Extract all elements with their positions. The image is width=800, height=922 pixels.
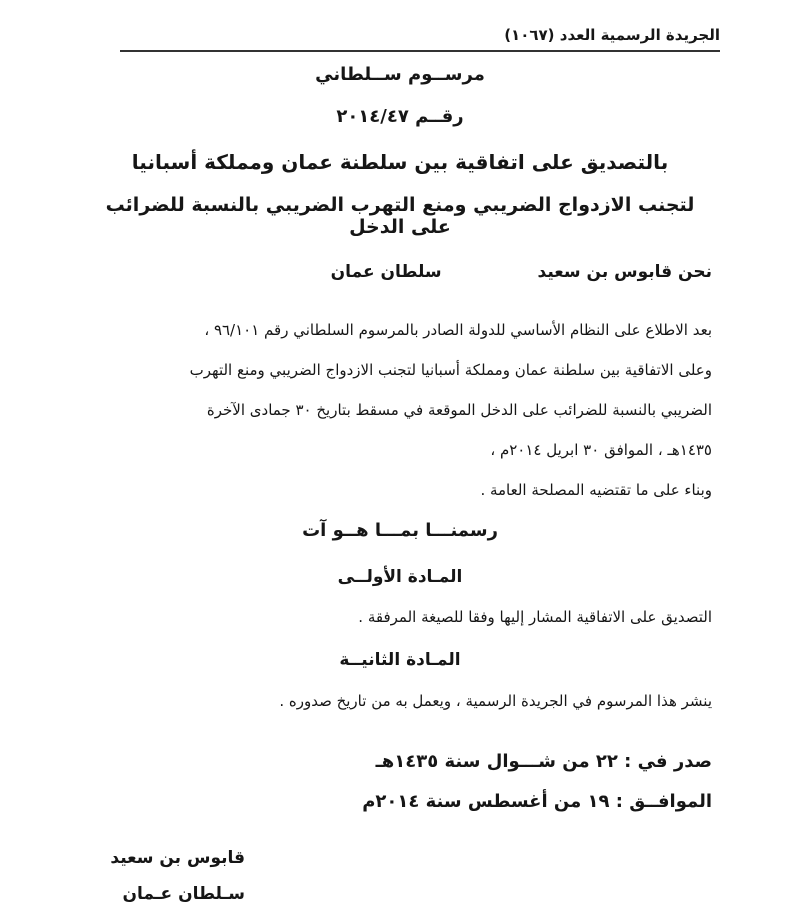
article-1-heading: المـادة الأولــى — [337, 567, 463, 587]
decree-subject-line-2: لتجنب الازدواج الضريبي ومنع التهرب الضريبي بالنسبة للضرائب على الدخل — [105, 194, 695, 238]
preamble-line: ١٤٣٥هـ ، الموافق ٣٠ ابريل ٢٠١٤م ، — [490, 441, 712, 459]
issuer-name: نحن قابوس بن سعيد — [537, 262, 712, 282]
signature-name: قابوس بن سعيد — [110, 848, 245, 868]
issuer-line — [72, 262, 712, 282]
decreed-heading: رسمنـــا بمـــا هــو آت — [302, 520, 498, 541]
issued-date-gregorian: الموافــق : ١٩ من أغسطس سنة ٢٠١٤م — [362, 791, 712, 812]
preamble-line: الضريبي بالنسبة للضرائب على الدخل الموقعة في مسقط بتاريخ ٣٠ جمادى الآخرة — [206, 401, 712, 419]
preamble-line: وبناء على ما تقتضيه المصلحة العامة . — [480, 481, 712, 499]
gazette-issue-label: الجريدة الرسمية العدد (١٠٦٧) — [504, 26, 720, 44]
issued-date-hijri: صدر في : ٢٢ من شـــوال سنة ١٤٣٥هـ — [375, 751, 712, 772]
decree-subject-line-1: بالتصديق على اتفاقية بين سلطنة عمان ومملكة أسبانيا — [131, 150, 669, 174]
preamble-line: بعد الاطلاع على النظام الأساسي للدولة الصادر بالمرسوم السلطاني رقم ٩٦/١٠١ ، — [204, 321, 712, 339]
decree-number: رقــم ٢٠١٤/٤٧ — [336, 106, 464, 127]
signature-title: سـلطان عـمان — [122, 884, 245, 904]
issuer-title: سلطان عمان — [330, 262, 442, 282]
article-2-heading: المـادة الثانيــة — [339, 650, 461, 670]
gazette-header — [120, 22, 720, 52]
article-1-text: التصديق على الاتفاقية المشار إليها وفقا للصيغة المرفقة . — [358, 608, 712, 626]
preamble-line: وعلى الاتفاقية بين سلطنة عمان ومملكة أسبانيا لتجنب الازدواج الضريبي ومنع التهرب — [189, 361, 712, 379]
article-2-text: ينشر هذا المرسوم في الجريدة الرسمية ، ويعمل به من تاريخ صدوره . — [279, 692, 712, 710]
decree-heading: مرســوم ســلطاني — [315, 64, 485, 85]
